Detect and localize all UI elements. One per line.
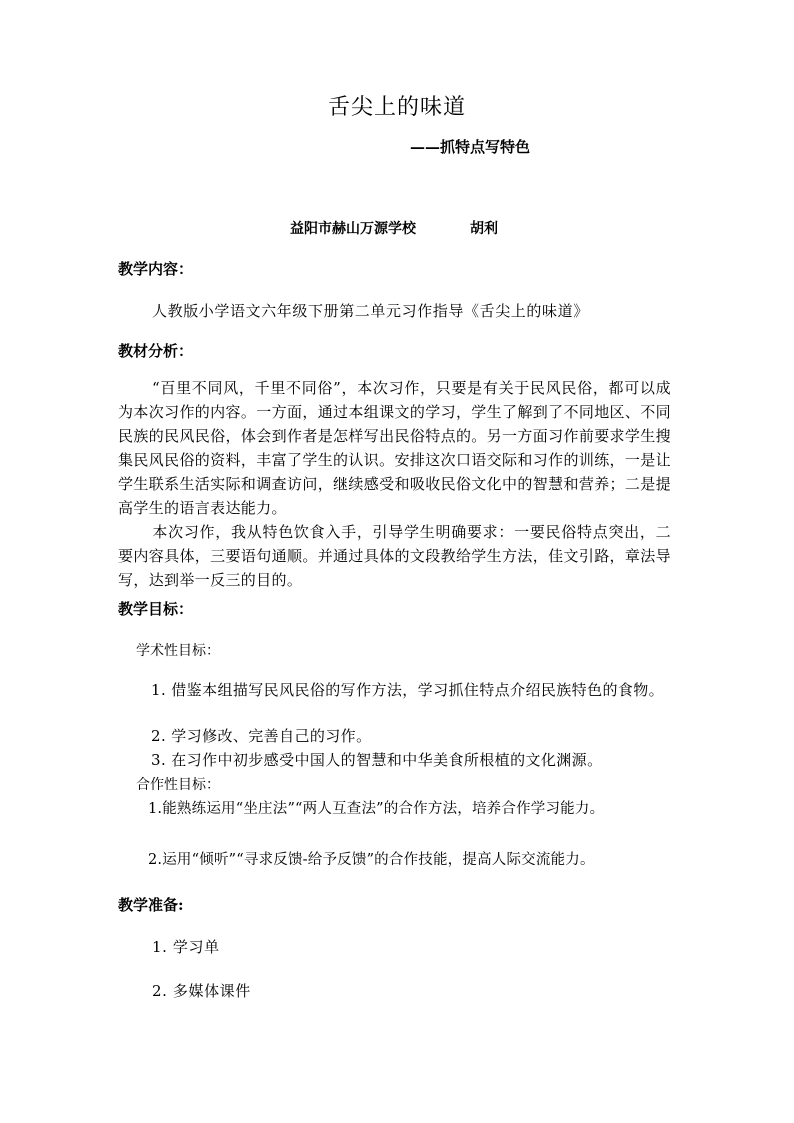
cooperative-goal-1 xyxy=(118,797,678,821)
cooperative-goal-2 xyxy=(118,848,678,872)
academic-goal-2-text: 2. 学习修改、完善自己的习作。 xyxy=(151,727,372,745)
academic-goal-3-text: 3. 在习作中初步感受中国人的智慧和中华美食所根植的文化渊源。 xyxy=(151,751,603,769)
cooperative-goal-2-text: 2.运用“倾听”“寻求反馈-给予反馈”的合作技能，提高人际交流能力。 xyxy=(148,852,595,868)
preparation-item-1: 1. 学习单 xyxy=(152,938,220,956)
author-name: 胡利 xyxy=(470,221,498,237)
academic-goal-3 xyxy=(118,748,678,772)
preparation-item-2: 2. 多媒体课件 xyxy=(152,982,251,1000)
analysis-paragraph-2-text: 本次习作，我从特色饮食入手，引导学生明确要求：一要民俗特点突出，二要内容具体，三要语句通顺。并通过具体的文段教给学生方法，佳文引路，章法导写，达到举一反三的目的。 xyxy=(118,523,671,589)
cooperative-goal-1-text: 1.能熟练运用“坐庄法”“两人互查法”的合作方法，培养合作学习能力。 xyxy=(148,801,605,817)
section-heading-content: 教学内容： xyxy=(118,260,194,278)
cooperative-goals-label: 合作性目标： xyxy=(136,777,220,793)
section-heading-preparation: 教学准备: xyxy=(118,896,184,914)
document-subtitle: ——抓特点写特色 xyxy=(410,138,531,156)
school-name: 益阳市赫山万源学校 xyxy=(290,221,416,237)
content-text: 人教版小学语文六年级下册第二单元习作指导《舌尖上的味道》 xyxy=(152,302,589,320)
section-heading-analysis: 教材分析： xyxy=(118,342,194,360)
analysis-paragraph-1-text: “百里不同风，千里不同俗”，本次习作，只要是有关于民风民俗，都可以成为本次习作的内容。一方面，通过本组课文的学习，学生了解到了不同地区、不同民族的民风民俗，体会到作者是怎样写出民俗特点的。另一方面习作前要求学生搜集民风民俗的资料，丰富了学生的认识。安排这次口语交际和习作的训练，一是让学生联系生活实际和调查访问，继续感受和吸收民俗文化中的智慧和营养；二是提高学生的语言表达能力。 xyxy=(118,379,671,517)
academic-goal-1-text: 1. 借鉴本组描写民风民俗的写作方法，学习抓住特点介绍民族特色的食物。 xyxy=(151,681,665,699)
analysis-paragraph-1 xyxy=(118,376,671,520)
academic-goals-label: 学术性目标： xyxy=(136,643,220,659)
academic-goal-1 xyxy=(118,678,678,702)
analysis-paragraph-2 xyxy=(118,520,671,592)
section-heading-goals: 教学目标： xyxy=(118,600,194,618)
academic-goal-2 xyxy=(118,724,678,748)
document-title: 舌尖上的味道 xyxy=(327,95,466,120)
